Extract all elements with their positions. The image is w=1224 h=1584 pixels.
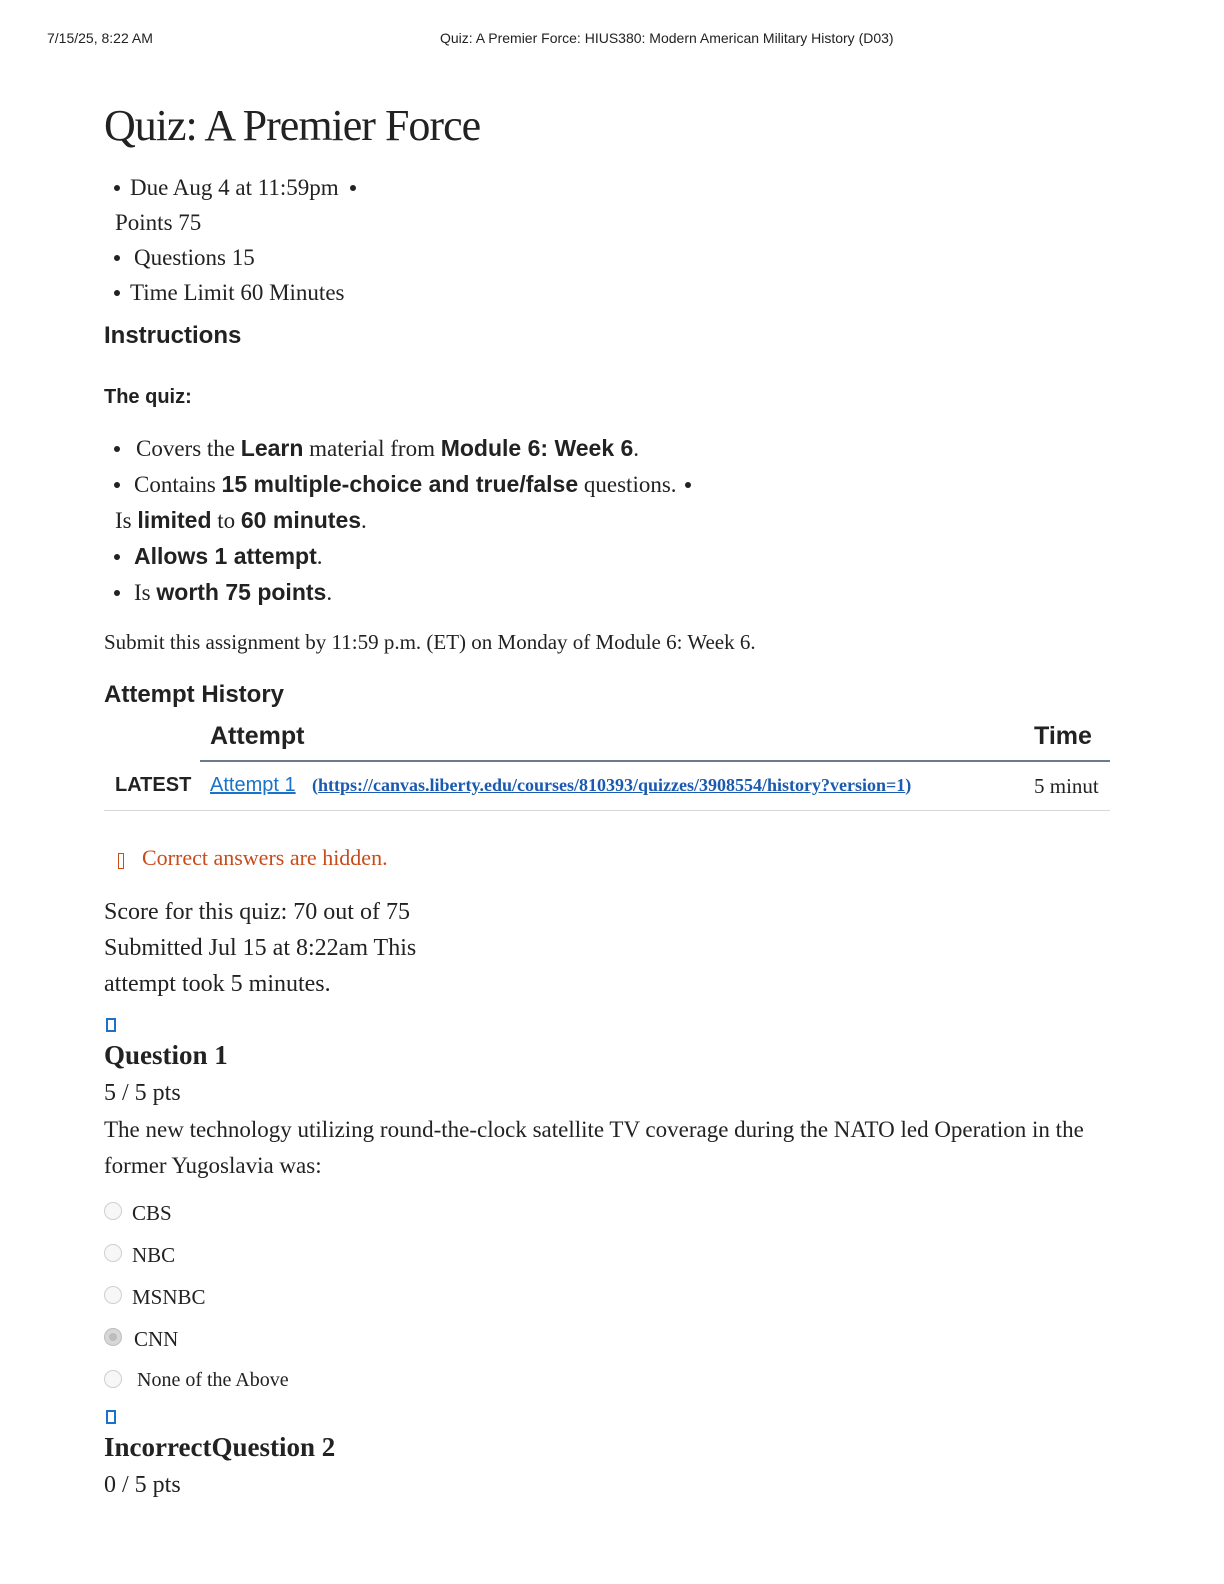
score-summary [104, 894, 416, 1002]
radio-button[interactable] [104, 1244, 122, 1262]
instruction-text: Is [115, 508, 138, 533]
bullet-icon [114, 590, 120, 596]
questions-item [104, 240, 366, 275]
instruction-item [104, 502, 701, 538]
instruction-text: material from [303, 436, 441, 461]
answer-label: NBC [132, 1243, 176, 1267]
bullet-icon [685, 482, 691, 488]
quiz-meta [104, 170, 366, 310]
column-header-time: Time [1034, 722, 1092, 750]
questions-count: Questions 15 [134, 245, 255, 270]
answer-label: MSNBC [132, 1285, 206, 1309]
bullet-icon [350, 185, 356, 191]
radio-button[interactable] [104, 1370, 122, 1388]
attempt-history-table [104, 720, 1110, 812]
print-page-title: Quiz: A Premier Force: HIUS380: Modern American Military History (D03) [440, 30, 894, 46]
instruction-emphasis: worth 75 points [156, 579, 327, 605]
instruction-text: Is [134, 580, 157, 605]
instructions-list [104, 430, 701, 610]
bullet-icon [114, 290, 120, 296]
instruction-emphasis: Allows 1 attempt [134, 543, 317, 569]
attempt-1-link[interactable]: Attempt 1 [210, 774, 296, 796]
question-2-points: 0 / 5 pts [104, 1472, 181, 1498]
instruction-text: Contains [134, 472, 222, 497]
question-1-title: Question 1 [104, 1040, 228, 1070]
instruction-text: questions. [578, 472, 677, 497]
instruction-item [104, 574, 701, 610]
question-2-title: IncorrectQuestion 2 [104, 1432, 336, 1462]
attempt-url-text[interactable]: https://canvas.liberty.edu/courses/810393/quizzes/3908554/history?version=1 [318, 775, 906, 795]
instruction-text: Covers the [136, 436, 241, 461]
bullet-icon [114, 185, 120, 191]
instruction-text: . [361, 508, 367, 533]
instruction-item [104, 466, 701, 502]
time-limit: Time Limit 60 Minutes [130, 280, 345, 305]
answer-label: None of the Above [137, 1369, 289, 1391]
column-header-attempt: Attempt [210, 722, 305, 750]
print-header [0, 30, 1224, 50]
attempt-url[interactable] [312, 775, 911, 796]
submitted-line: Submitted Jul 15 at 8:22am This [104, 935, 417, 961]
question-1-points: 5 / 5 pts [104, 1080, 181, 1106]
instruction-emphasis: Module 6: Week 6 [440, 435, 634, 461]
print-datetime: 7/15/25, 8:22 AM [47, 30, 153, 46]
time-limit-item [104, 275, 366, 310]
instruction-text: . [316, 544, 323, 569]
flag-question-icon[interactable] [106, 1410, 116, 1424]
answers-hidden-notice [118, 845, 388, 871]
attempt-time: 5 minut [1034, 774, 1099, 798]
row-divider [104, 810, 1110, 811]
radio-button-selected[interactable] [104, 1328, 122, 1346]
bullet-icon [114, 446, 120, 452]
instructions-heading: Instructions [104, 322, 242, 349]
instruction-item [104, 430, 701, 466]
bullet-icon [114, 482, 120, 488]
instruction-emphasis: Learn [240, 435, 304, 461]
instructions-subheading: The quiz: [104, 386, 192, 408]
instruction-text: to [211, 508, 241, 533]
attempt-history-heading: Attempt History [104, 681, 285, 708]
answer-label: CNN [134, 1327, 179, 1351]
warning-icon [118, 853, 124, 869]
instruction-emphasis: 60 minutes [240, 507, 362, 533]
header-divider [200, 760, 1110, 762]
answer-label: CBS [132, 1201, 172, 1225]
instruction-emphasis: 15 multiple-choice and true/false [221, 471, 579, 497]
duration-line: attempt took 5 minutes. [104, 971, 331, 997]
bullet-icon [114, 554, 120, 560]
radio-button[interactable] [104, 1286, 122, 1304]
url-open-paren: ( [312, 775, 318, 795]
instruction-text: . [326, 580, 333, 605]
url-close-paren: ) [905, 775, 912, 795]
latest-tag: LATEST [115, 774, 192, 796]
points-item [104, 205, 366, 240]
instruction-emphasis: limited [137, 507, 212, 533]
question-1-text: The new technology utilizing round-the-clock satellite TV coverage during the NATO led Operation in the former Yugoslavia was: [104, 1117, 1084, 1178]
score-line: Score for this quiz: 70 out of 75 [104, 899, 410, 925]
bullet-icon [114, 255, 120, 261]
radio-button[interactable] [104, 1202, 122, 1220]
submit-note: Submit this assignment by 11:59 p.m. (ET) on Monday of Module 6: Week 6. [104, 630, 756, 654]
points-value: Points 75 [115, 210, 202, 235]
flag-question-icon[interactable] [106, 1018, 116, 1032]
instruction-item [104, 538, 701, 574]
due-date: Due Aug 4 at 11:59pm [130, 175, 339, 200]
due-item [104, 170, 366, 205]
page-title: Quiz: A Premier Force [104, 101, 481, 150]
notice-text: Correct answers are hidden. [142, 845, 388, 870]
instruction-text: . [633, 436, 640, 461]
